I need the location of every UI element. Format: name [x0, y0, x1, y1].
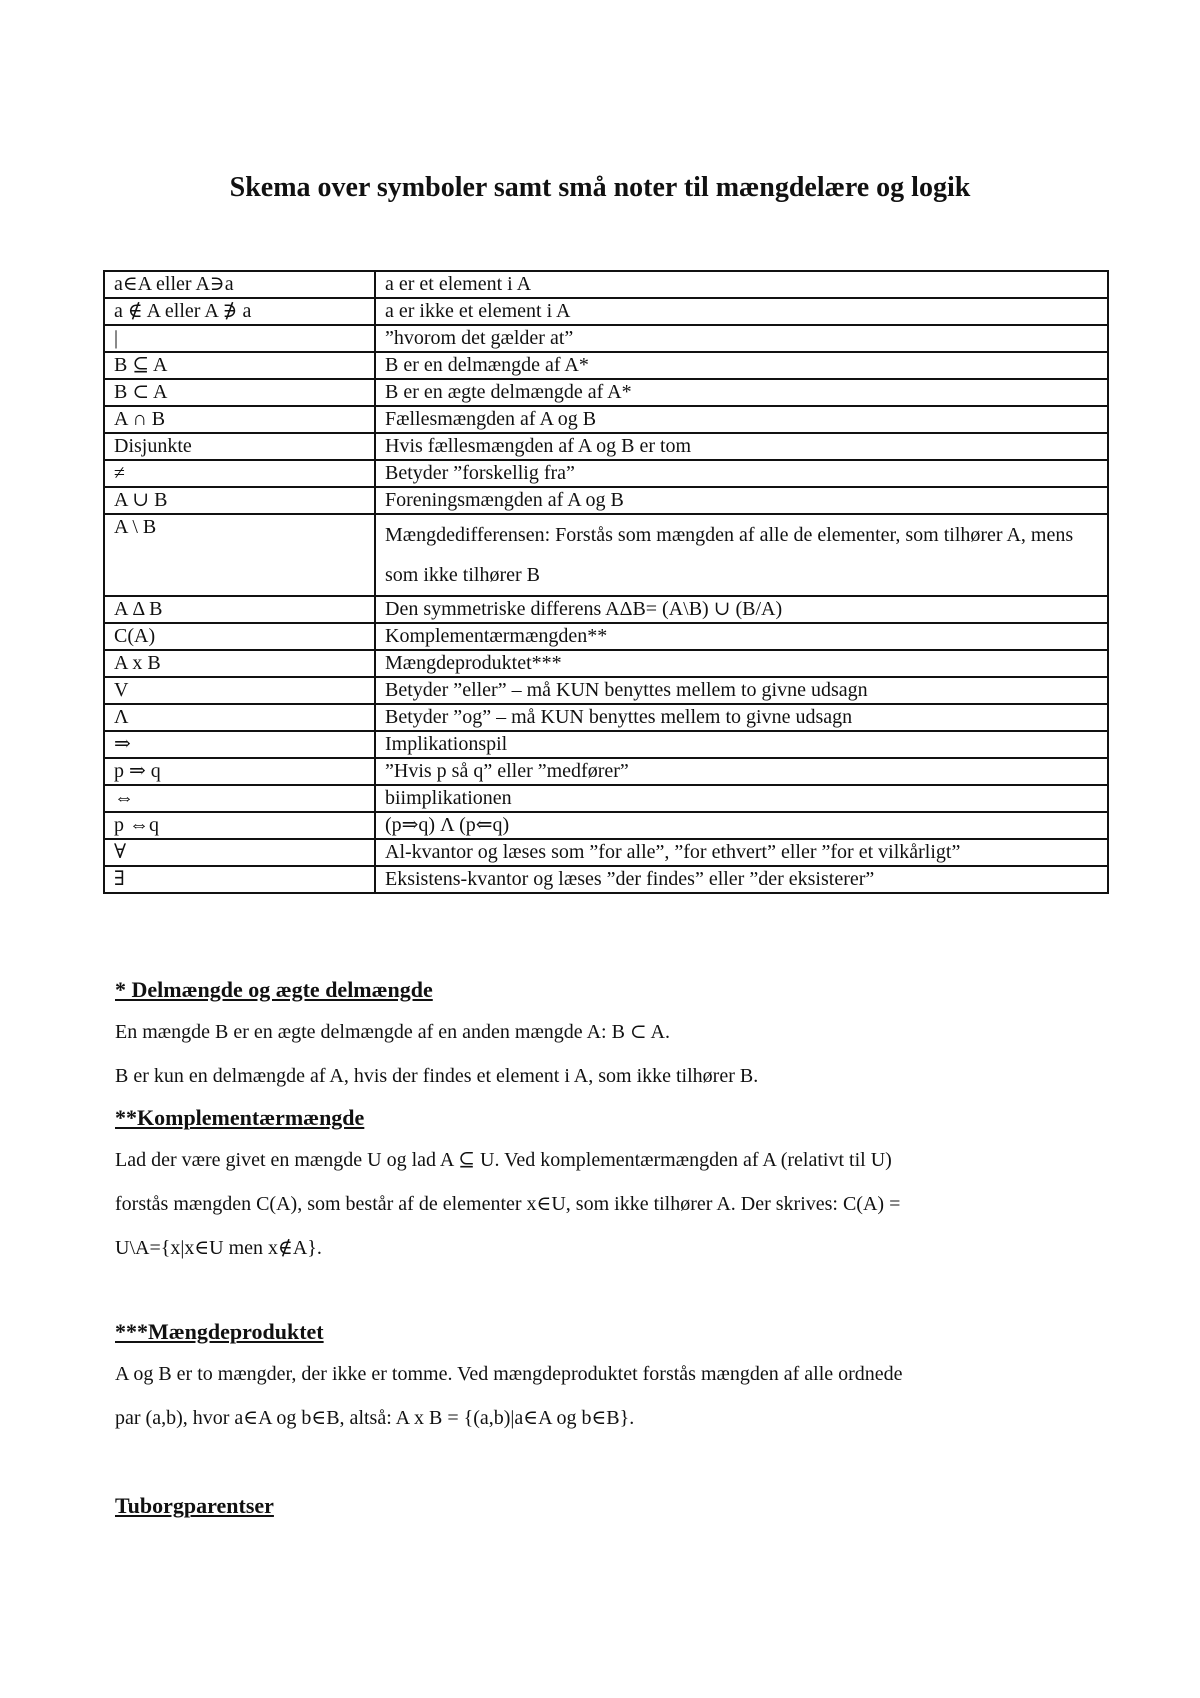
- meaning-cell: Betyder ”forskellig fra”: [375, 460, 1108, 487]
- symbol-cell: p ⇔q: [104, 812, 375, 839]
- table-row: [104, 487, 1108, 514]
- table-row: [104, 704, 1108, 731]
- spacer: [115, 1270, 1105, 1312]
- table-row: [104, 866, 1108, 893]
- page-title: Skema over symboler samt små noter til mængdelære og logik: [229, 172, 971, 203]
- note-line: Lad der være givet en mængde U og lad A ⊆ U. Ved komplementærmængden af A (relativt til U): [115, 1149, 892, 1171]
- symbol-cell: |: [104, 325, 375, 352]
- meaning-cell: Al-kvantor og læses som ”for alle”, ”for ethvert” eller ”for et vilkårligt”: [375, 839, 1108, 866]
- meaning-cell: (p⇒q) Λ (p⇐q): [375, 812, 1108, 839]
- spacer: [115, 1440, 1105, 1486]
- table-row: [104, 812, 1108, 839]
- symbol-cell: B ⊆ A: [104, 352, 375, 379]
- meaning-cell: Betyder ”og” – må KUN benyttes mellem to givne udsagn: [375, 704, 1108, 731]
- meaning-cell: a er ikke et element i A: [375, 298, 1108, 325]
- note-line: A og B er to mængder, der ikke er tomme. Ved mængdeproduktet forstås mængden af alle ordnede: [115, 1363, 903, 1385]
- meaning-cell: Betyder ”eller” – må KUN benyttes mellem to givne udsagn: [375, 677, 1108, 704]
- notes-section: [115, 970, 1105, 1526]
- symbol-cell: ∀: [104, 839, 375, 866]
- symbol-cell: Disjunkte: [104, 433, 375, 460]
- meaning-cell: biimplikationen: [375, 785, 1108, 812]
- table-row: [104, 785, 1108, 812]
- table-row: [104, 839, 1108, 866]
- note-heading-delmaengde: * Delmængde og ægte delmængde: [115, 977, 433, 1002]
- symbol-cell: C(A): [104, 623, 375, 650]
- meaning-cell: Hvis fællesmængden af A og B er tom: [375, 433, 1108, 460]
- symbol-cell: a∈A eller A∋a: [104, 271, 375, 298]
- symbol-cell: ⇒: [104, 731, 375, 758]
- symbol-cell: A ∩ B: [104, 406, 375, 433]
- table-row: [104, 677, 1108, 704]
- meaning-cell: Eksistens-kvantor og læses ”der findes” eller ”der eksisterer”: [375, 866, 1108, 893]
- table-row: [104, 731, 1108, 758]
- symbol-cell: A x B: [104, 650, 375, 677]
- meaning-cell: Fællesmængden af A og B: [375, 406, 1108, 433]
- meaning-cell: B er en delmængde af A*: [375, 352, 1108, 379]
- symbol-cell: ⇔: [104, 785, 375, 812]
- table-row: [104, 271, 1108, 298]
- note-heading-produkt: ***Mængdeproduktet: [115, 1319, 324, 1344]
- symbol-cell: B ⊂ A: [104, 379, 375, 406]
- table-row: [104, 623, 1108, 650]
- meaning-cell: a er et element i A: [375, 271, 1108, 298]
- note-line: forstås mængden C(A), som består af de elementer x∈U, som ikke tilhører A. Der skrives: C(A) =: [115, 1193, 901, 1215]
- note-heading-komplement: **Komplementærmængde: [115, 1105, 365, 1130]
- note-paragraph: B er kun en delmængde af A, hvis der findes et element i A, som ikke tilhører B.: [115, 1065, 759, 1087]
- table-row: [104, 406, 1108, 433]
- table-row: [104, 379, 1108, 406]
- symbol-cell: p ⇒ q: [104, 758, 375, 785]
- meaning-cell: Mængdedifferensen: Forstås som mængden af alle de elementer, som tilhører A, mens som ikke tilhører B: [375, 514, 1108, 596]
- note-line: U\A={x|x∈U men x∉A}.: [115, 1237, 322, 1259]
- meaning-cell: Den symmetriske differens AΔB= (A\B) ∪ (B/A): [375, 596, 1108, 623]
- symbol-cell: A Δ B: [104, 596, 375, 623]
- table-row: [104, 325, 1108, 352]
- meaning-cell: Mængdeproduktet***: [375, 650, 1108, 677]
- note-line: par (a,b), hvor a∈A og b∈B, altså: A x B = {(a,b)|a∈A og b∈B}.: [115, 1407, 635, 1429]
- table-row: [104, 514, 1108, 596]
- table-row: [104, 352, 1108, 379]
- table-row: [104, 758, 1108, 785]
- table-row: [104, 460, 1108, 487]
- meaning-cell: Komplementærmængden**: [375, 623, 1108, 650]
- meaning-cell: B er en ægte delmængde af A*: [375, 379, 1108, 406]
- table-row: [104, 650, 1108, 677]
- meaning-cell: ”Hvis p så q” eller ”medfører”: [375, 758, 1108, 785]
- meaning-cell: Implikationspil: [375, 731, 1108, 758]
- symbol-cell: V: [104, 677, 375, 704]
- symbol-cell: ≠: [104, 460, 375, 487]
- symbol-cell: A ∪ B: [104, 487, 375, 514]
- symbol-table: [103, 270, 1109, 894]
- meaning-cell: Foreningsmængden af A og B: [375, 487, 1108, 514]
- symbol-cell: A \ B: [104, 514, 375, 596]
- symbol-cell: Λ: [104, 704, 375, 731]
- table-row: [104, 596, 1108, 623]
- note-heading-tuborg: Tuborgparentser: [115, 1493, 274, 1518]
- meaning-cell: ”hvorom det gælder at”: [375, 325, 1108, 352]
- note-paragraph: En mængde B er en ægte delmængde af en anden mængde A: B ⊂ A.: [115, 1021, 670, 1043]
- symbol-cell: a ∉ A eller A ∌ a: [104, 298, 375, 325]
- table-row: [104, 433, 1108, 460]
- symbol-cell: ∃: [104, 866, 375, 893]
- table-row: [104, 298, 1108, 325]
